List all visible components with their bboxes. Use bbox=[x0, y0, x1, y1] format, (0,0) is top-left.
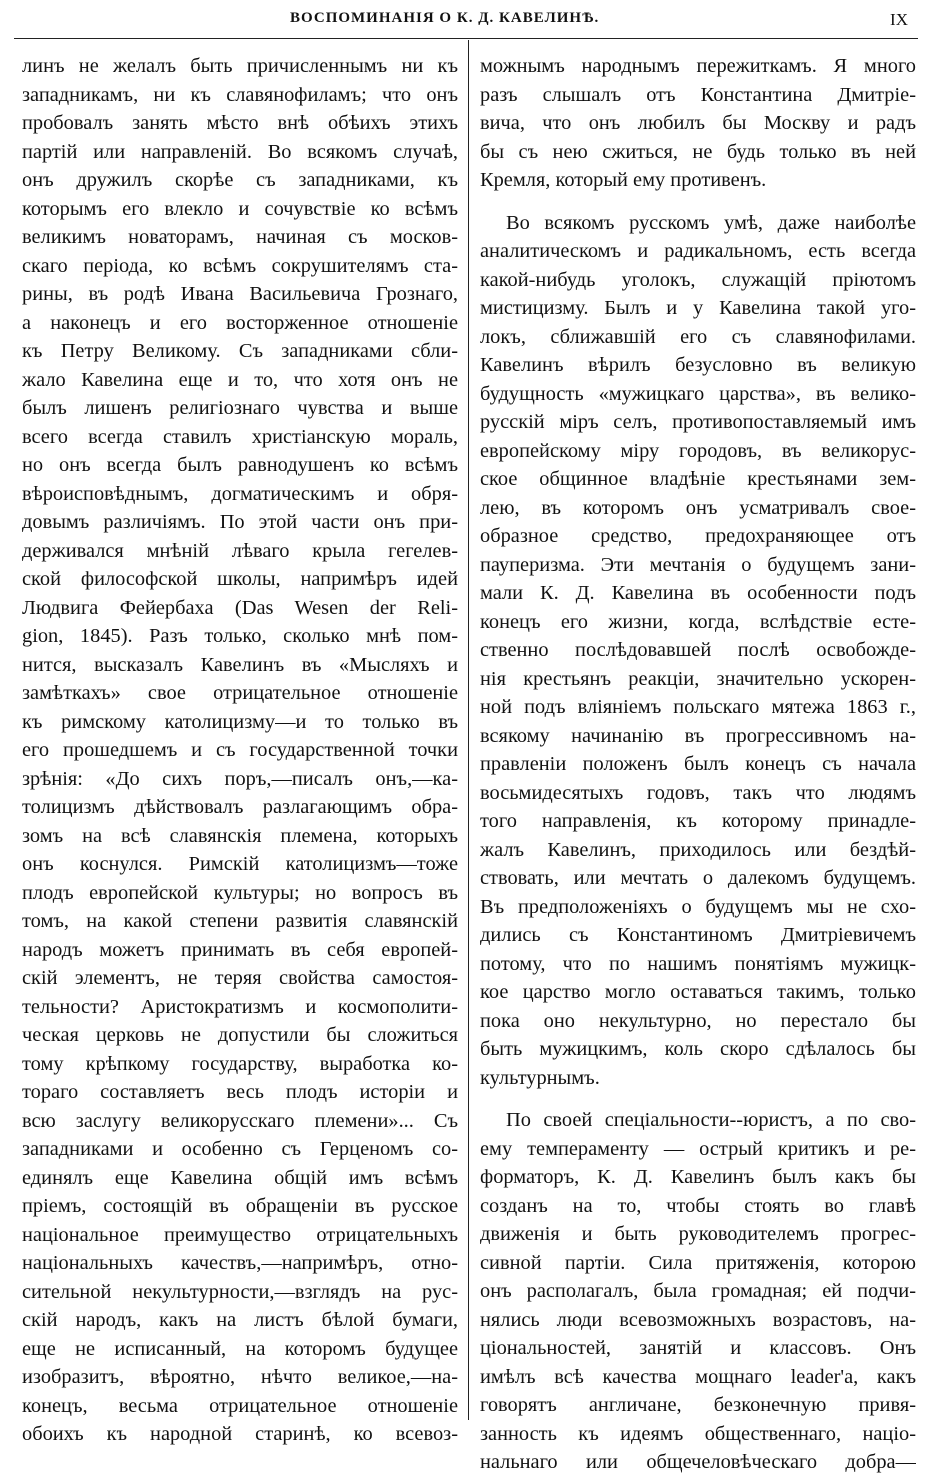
text-line: культурнымъ. bbox=[480, 1066, 600, 1089]
text-line: Въ предположеніяхъ о будущемъ мы не схо- bbox=[480, 895, 916, 918]
text-line: единялъ еще Кавелина общій имъ всѣмъ bbox=[22, 1166, 458, 1189]
text-line: тельности? Аристократизмъ и космополити- bbox=[22, 995, 458, 1018]
text-line: европейскому міру городовъ, въ великорус- bbox=[480, 439, 916, 462]
text-line: къ Петру Великому. Съ западниками сбли- bbox=[22, 340, 458, 362]
page-number: IX bbox=[890, 10, 908, 29]
text-line: Людвига Фейербаха (Das Wesen der Reli- bbox=[22, 596, 458, 619]
text-line: того направленія, къ которому принадле- bbox=[480, 810, 916, 832]
text-line: вѣроисповѣднымъ, догматическимъ и обря- bbox=[22, 482, 458, 505]
text-line: но онъ всегда былъ равнодушенъ ко всѣмъ bbox=[22, 454, 458, 476]
text-line: національное преимущество отрицательныхъ bbox=[22, 1223, 458, 1246]
text-line: ской философской школы, напримѣръ идей bbox=[22, 568, 458, 590]
text-line: бы съ нею сжиться, не будь только въ ней bbox=[480, 140, 916, 163]
text-line: имѣлъ всѣ качества мощнаго leader'a, какъ bbox=[480, 1365, 916, 1388]
text-line: онъ располагалъ, была громадная; ей подчи- bbox=[480, 1280, 916, 1302]
text-line: западниками и особенно съ Герценомъ со- bbox=[22, 1138, 458, 1160]
text-line: къ римскому католицизму—и то только въ bbox=[22, 710, 458, 733]
text-line: ему темпераменту — острый критикъ и ре- bbox=[480, 1137, 916, 1160]
text-line: толицизмъ дѣйствовалъ разлагающимъ обра- bbox=[22, 796, 458, 818]
text-line: вича, что онъ любилъ бы Москву и радъ bbox=[480, 112, 916, 134]
text-line: будущность «мужицкаго царства», въ велико- bbox=[480, 382, 916, 405]
text-line: обоихъ къ народной старинѣ, ко всевоз- bbox=[22, 1423, 458, 1445]
text-line: образное средство, предохраняющее отъ bbox=[480, 525, 916, 547]
text-line: Кремля, который ему противенъ. bbox=[480, 169, 767, 191]
text-line: западникамъ, ни къ славянофиламъ; что онъ bbox=[22, 83, 458, 106]
text-line: сивной партіи. Сила притяженія, которою bbox=[480, 1251, 916, 1274]
text-line: великимъ новаторамъ, начиная съ москов- bbox=[22, 226, 458, 248]
text-line: скій элементъ, не теряя свойства самостоя- bbox=[22, 967, 458, 989]
text-line: томъ, на какой степени развитія славянскій bbox=[22, 910, 458, 932]
text-line: жалъ Кавелинъ, приходилось или бездѣй- bbox=[480, 838, 916, 861]
text-line: линъ не желалъ быть причисленнымъ ни къ bbox=[22, 55, 458, 77]
paragraph-gap bbox=[480, 1092, 916, 1106]
text-line: пробовалъ занять мѣсто внѣ обѣихъ этихъ bbox=[22, 112, 458, 134]
page-header bbox=[0, 6, 932, 36]
right-column bbox=[480, 52, 916, 1477]
text-line: конецъ его жизни, когда, вслѣдствіе есте- bbox=[480, 610, 916, 633]
text-line: жало Кавелина еще и то, что хотя онъ не bbox=[22, 368, 458, 391]
text-line: еще не исписанный, на которомъ будущее bbox=[22, 1337, 458, 1360]
text-line: правленіи положенъ былъ конецъ съ начала bbox=[480, 753, 916, 775]
text-line: сительной некультурности,—взглядъ на рус- bbox=[22, 1280, 458, 1303]
text-line: нія крестьянъ реакціи, значительно ускорен- bbox=[480, 667, 916, 690]
running-title: ВОСПОМИНАНIЯ О К. Д. КАВЕЛИНѢ. bbox=[290, 10, 600, 26]
text-line: занность къ идеямъ общественнаго, націо- bbox=[480, 1422, 916, 1445]
text-line: какой-нибудь уголокъ, служащій пріютомъ bbox=[480, 268, 916, 291]
text-line: говорятъ англичане, безконечную привя- bbox=[480, 1394, 916, 1416]
text-line: кое царство могло оставаться такимъ, только bbox=[480, 981, 916, 1003]
text-line: созданъ на то, чтобы стоять во главѣ bbox=[480, 1194, 916, 1217]
text-line: изобразитъ, вѣроятно, нѣчто великое,—на- bbox=[22, 1366, 458, 1388]
text-line: потому, что по нашимъ понятіямъ мужицк- bbox=[480, 952, 916, 975]
text-line: которымъ его влекло и сочувствіе ко всѣмъ bbox=[22, 197, 458, 220]
text-line: локъ, сближавшій его съ славянофилами. bbox=[480, 325, 916, 348]
text-line: быть мужицкимъ, коль скоро сдѣлалось бы bbox=[480, 1038, 916, 1060]
text-line: русскій міръ селъ, противопоставляемый имъ bbox=[480, 411, 916, 433]
text-line: ствовать, или мечтать о далекомъ будущемъ. bbox=[480, 867, 916, 889]
text-line: тораго составляетъ весь плодъ исторіи и bbox=[22, 1081, 458, 1103]
text-line: замѣткахъ» свое отрицательное отношеніе bbox=[22, 682, 458, 704]
text-line: ной подъ вліяніемъ польскаго мятежа 1863 г., bbox=[480, 696, 916, 718]
text-line: національныхъ качествъ,—напримѣръ, отно- bbox=[22, 1252, 458, 1274]
text-line: народъ можетъ принимать въ себя европей- bbox=[22, 938, 458, 961]
text-line: скаго періода, ко всѣмъ сокрушителямъ ста- bbox=[22, 254, 458, 277]
text-line: мистицизму. Былъ и у Кавелина такой уго- bbox=[480, 297, 916, 319]
text-line: нялись люди всевозможныхъ возрастовъ, на- bbox=[480, 1308, 916, 1331]
text-line: пока оно некультурно, но перестало бы bbox=[480, 1009, 916, 1032]
column-divider bbox=[468, 40, 469, 1420]
text-line: ственно послѣдовавшей послѣ освобожде- bbox=[480, 639, 916, 661]
text-line: мали К. Д. Кавелина въ особенности подъ bbox=[480, 582, 916, 604]
text-line: конецъ, весьма отрицательное отношеніе bbox=[22, 1394, 458, 1417]
header-rule bbox=[14, 38, 918, 39]
text-line: онъ коснулся. Римскій католицизмъ—тоже bbox=[22, 853, 458, 875]
text-line: рины, въ родѣ Ивана Васильевича Грознаго, bbox=[22, 283, 458, 305]
text-line: По своей спеціальности--юристъ, а по сво- bbox=[506, 1109, 916, 1131]
text-line: онъ дружилъ скорѣе съ западниками, къ bbox=[22, 169, 458, 191]
text-line: разъ слышалъ отъ Константина Дмитріе- bbox=[480, 83, 916, 106]
text-line: ческая церковь не допустили бы сложиться bbox=[22, 1024, 458, 1046]
text-line: пріемъ, состоящій въ обращеніи въ русское bbox=[22, 1195, 458, 1217]
text-line: форматоръ, К. Д. Кавелинъ былъ какъ бы bbox=[480, 1166, 916, 1188]
text-line: можнымъ народнымъ пережиткамъ. Я много bbox=[480, 55, 916, 77]
text-line: зрѣнія: «До сихъ поръ,—писалъ онъ,—ка- bbox=[22, 767, 458, 790]
text-line: былъ лишенъ религіознаго чувства и выше bbox=[22, 397, 458, 419]
text-line: а наконецъ и его восторженное отношеніе bbox=[22, 311, 458, 334]
text-line: всего всегда ставилъ христіанскую мораль, bbox=[22, 425, 458, 448]
text-line: движенія и быть руководителемъ прогрес- bbox=[480, 1223, 916, 1245]
text-line: ціональностей, занятій и классовъ. Онъ bbox=[480, 1337, 916, 1359]
text-line: Во всякомъ русскомъ умѣ, даже наиболѣе bbox=[506, 211, 916, 234]
text-line: ское общинное владѣніе крестьянами зем- bbox=[480, 468, 916, 490]
paragraph-gap bbox=[480, 195, 916, 209]
text-line: его прошедшемъ и съ государственной точки bbox=[22, 739, 458, 761]
text-line: Кавелинъ вѣрилъ безусловно въ великую bbox=[480, 354, 916, 376]
text-line: восьмидесятыхъ годовъ, такъ что людямъ bbox=[480, 781, 916, 804]
text-line: аналитическомъ и радикальномъ, есть всегда bbox=[480, 240, 916, 262]
text-line: пауперизма. Эти мечтанія о будущемъ зани- bbox=[480, 553, 916, 576]
text-line: нится, высказалъ Кавелинъ въ «Мысляхъ и bbox=[22, 653, 458, 676]
text-line: плодъ европейской культуры; но вопросъ въ bbox=[22, 881, 458, 904]
text-line: скій народъ, какъ на листъ бѣлой бумаги, bbox=[22, 1309, 458, 1331]
text-line: нальнаго или общечеловѣческаго добра— bbox=[480, 1451, 916, 1473]
text-line: довымъ различіямъ. По этой части онъ при- bbox=[22, 511, 458, 533]
text-line: партій или направленій. Во всякомъ случаѣ, bbox=[22, 140, 458, 163]
text-line: зомъ на всѣ славянскія племена, которыхъ bbox=[22, 824, 458, 847]
text-line: лею, въ которомъ онъ усматривалъ свое- bbox=[480, 496, 916, 519]
text-line: gion, 1845). Разъ только, сколько мнѣ пом- bbox=[22, 625, 458, 647]
text-line: дились съ Константиномъ Дмитріевичемъ bbox=[480, 924, 916, 946]
text-line: всю заслугу великорусскаго племени»... Съ bbox=[22, 1109, 458, 1132]
left-column bbox=[22, 52, 458, 1449]
text-line: тому крѣпкому государству, выработка ко- bbox=[22, 1052, 458, 1075]
text-line: держивался мнѣній лѣваго крыла гегелев- bbox=[22, 539, 458, 562]
text-line: всякому начинанію въ прогрессивномъ на- bbox=[480, 724, 916, 747]
